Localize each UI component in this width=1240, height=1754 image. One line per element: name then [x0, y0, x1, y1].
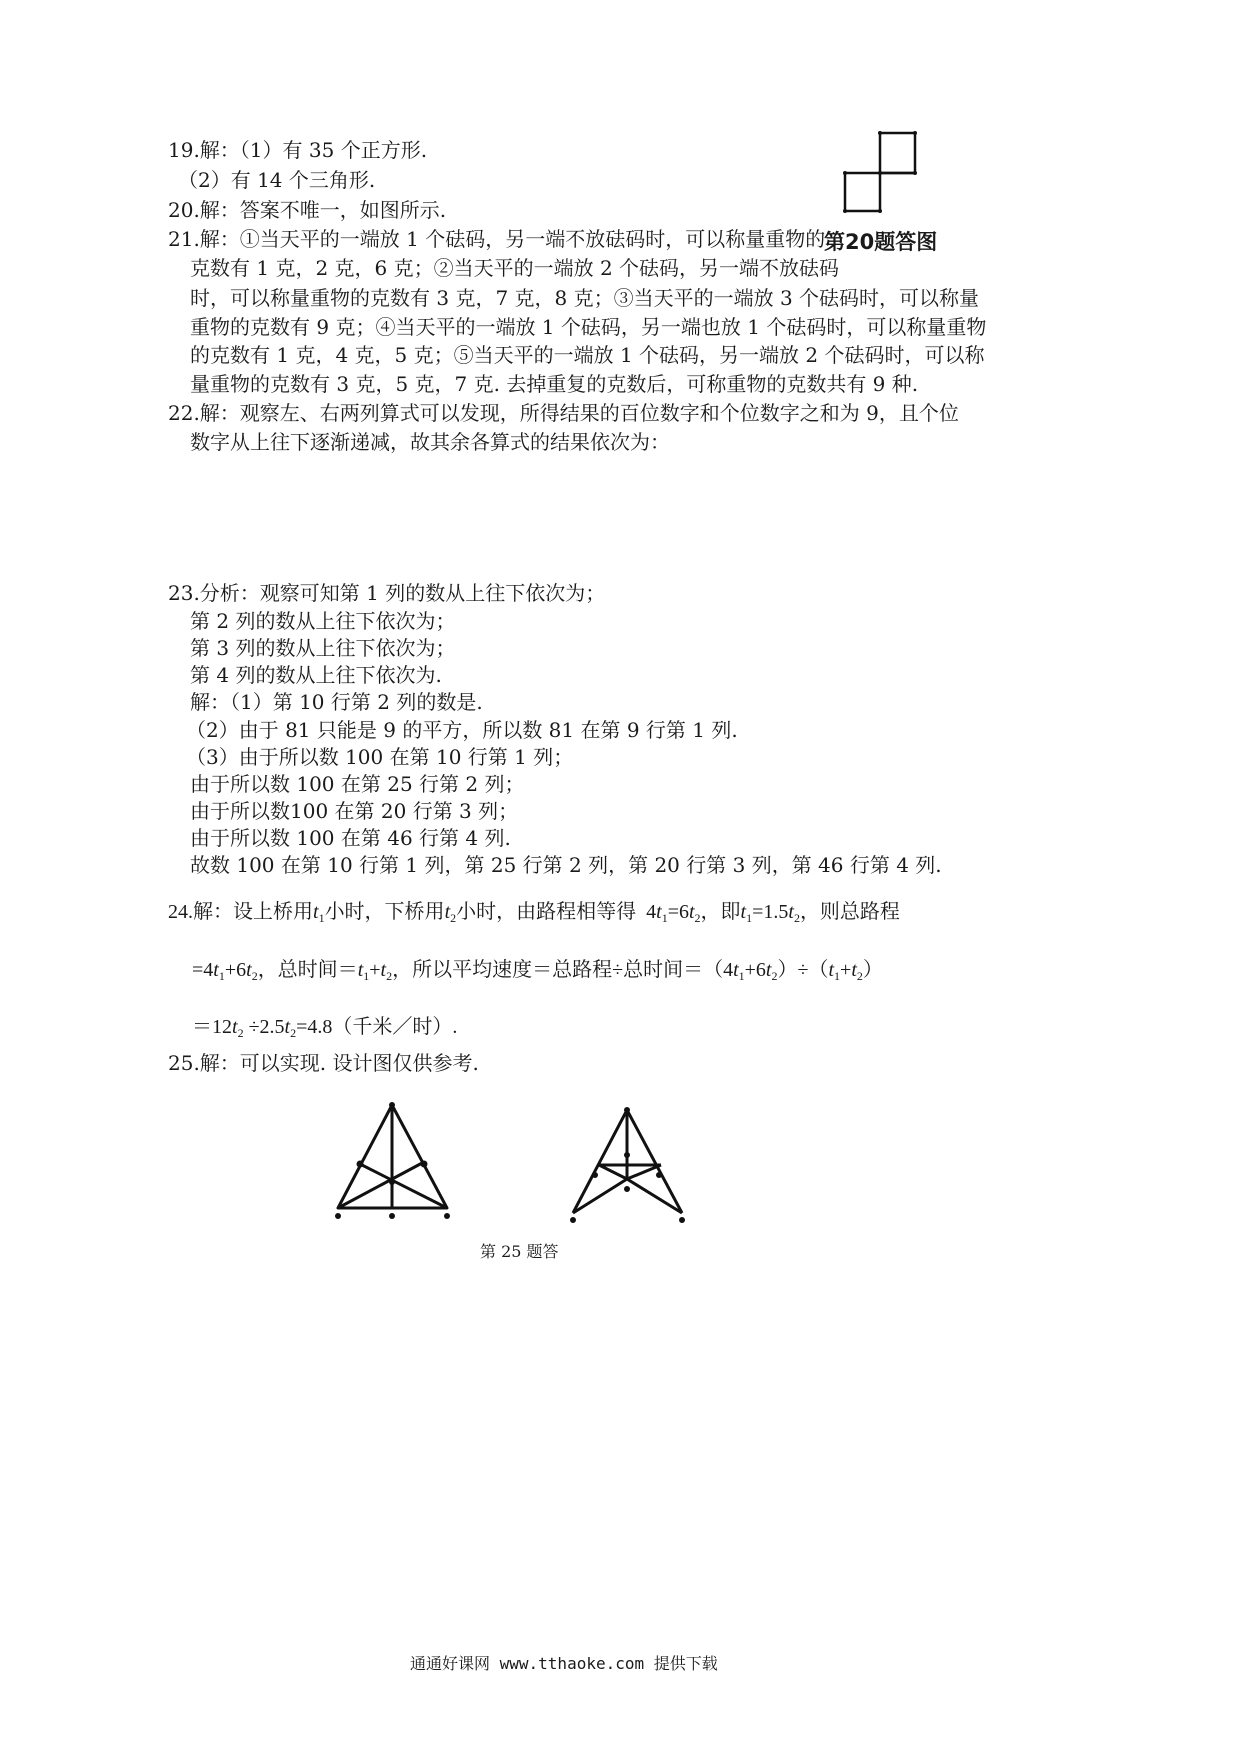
- q23-line-2: 第 2 列的数从上往下依次为；: [190, 609, 456, 633]
- q23-line-5: 解：（1）第 10 行第 2 列的数是.: [190, 690, 483, 714]
- q25-figure-left-triangle: [330, 1100, 460, 1225]
- q21-line-3: 时，可以称量重物的克数有 3 克，7 克，8 克；③当天平的一端放 3 个砝码时，可以称量: [190, 286, 980, 310]
- q19-line-1: 19.解：（1）有 35 个正方形.: [168, 138, 428, 162]
- q25-figure-right-shape: [565, 1105, 695, 1225]
- q23-line-1: 23.分析：观察可知第 1 列的数从上往下依次为；: [168, 581, 606, 605]
- q25-line-1: 25.解：可以实现. 设计图仅供参考.: [168, 1051, 479, 1075]
- q21-line-4: 重物的克数有 9 克；④当天平的一端放 1 个砝码，另一端也放 1 个砝码时，可以称量重物: [190, 315, 987, 339]
- q24-line-1: 24.解：设上桥用$t_1$小时，下桥用$t_2$小时，由路程相等得 $4t_1=6t_2$，即$t_1=1.5t_2$，则总路程: [168, 901, 900, 925]
- q23-line-4: 第 4 列的数从上往下依次为.: [190, 663, 442, 687]
- q21-line-1: 21.解：①当天平的一端放 1 个砝码，另一端不放砝码时，可以称量重物的: [168, 227, 826, 251]
- q22-line-1: 22.解：观察左、右两列算式可以发现，所得结果的百位数字和个位数字之和为 9，且个位: [168, 401, 959, 425]
- q21-line-5: 的克数有 1 克，4 克，5 克；⑤当天平的一端放 1 个砝码，另一端放 2 个砝码时，可以称: [190, 343, 985, 367]
- q21-line-6: 量重物的克数有 3 克，5 克，7 克. 去掉重复的克数后，可称重物的克数共有 9 种.: [190, 372, 919, 396]
- q23-line-11: 故数 100 在第 10 行第 1 列，第 25 行第 2 列，第 20 行第 3 列，第 46 行第 4 列.: [190, 853, 942, 877]
- q20-figure-caption: 第20题答图: [824, 230, 938, 254]
- q23-line-7: （3）由于所以数 100 在第 10 行第 1 列；: [186, 745, 574, 769]
- q25-figure-caption: 第 25 题答: [480, 1242, 559, 1261]
- q23-line-8: 由于所以数 100 在第 25 行第 2 列；: [190, 772, 525, 796]
- q21-line-2: 克数有 1 克，2 克，6 克；②当天平的一端放 2 个砝码，另一端不放砝码: [190, 256, 840, 280]
- q19-line-2: （2）有 14 个三角形.: [178, 168, 376, 192]
- q20-line-1: 20.解：答案不唯一，如图所示.: [168, 198, 447, 222]
- q24-line-3: $=12t_2 \div 2.5t_2=4.8$（千米／时）.: [192, 1016, 458, 1040]
- q23-line-3: 第 3 列的数从上往下依次为；: [190, 636, 456, 660]
- q23-line-9: 由于所以数100 在第 20 行第 3 列；: [190, 799, 519, 823]
- q22-line-2: 数字从上往下逐渐递减，故其余各算式的结果依次为：: [190, 430, 670, 454]
- footer-download-source: 通通好课网 www.tthaoke.com 提供下载: [410, 1654, 718, 1673]
- q20-figure: [835, 125, 925, 220]
- q24-line-2: $=4t_1+6t_2$，总时间$=t_1+t_2$，所以平均速度＝总路程÷总时间$=(4t_1+6t_2)\div(t_1+t_2)$: [192, 959, 883, 983]
- q23-line-10: 由于所以数 100 在第 46 行第 4 列.: [190, 826, 511, 850]
- q23-line-6: （2）由于 81 只能是 9 的平方，所以数 81 在第 9 行第 1 列.: [186, 718, 738, 742]
